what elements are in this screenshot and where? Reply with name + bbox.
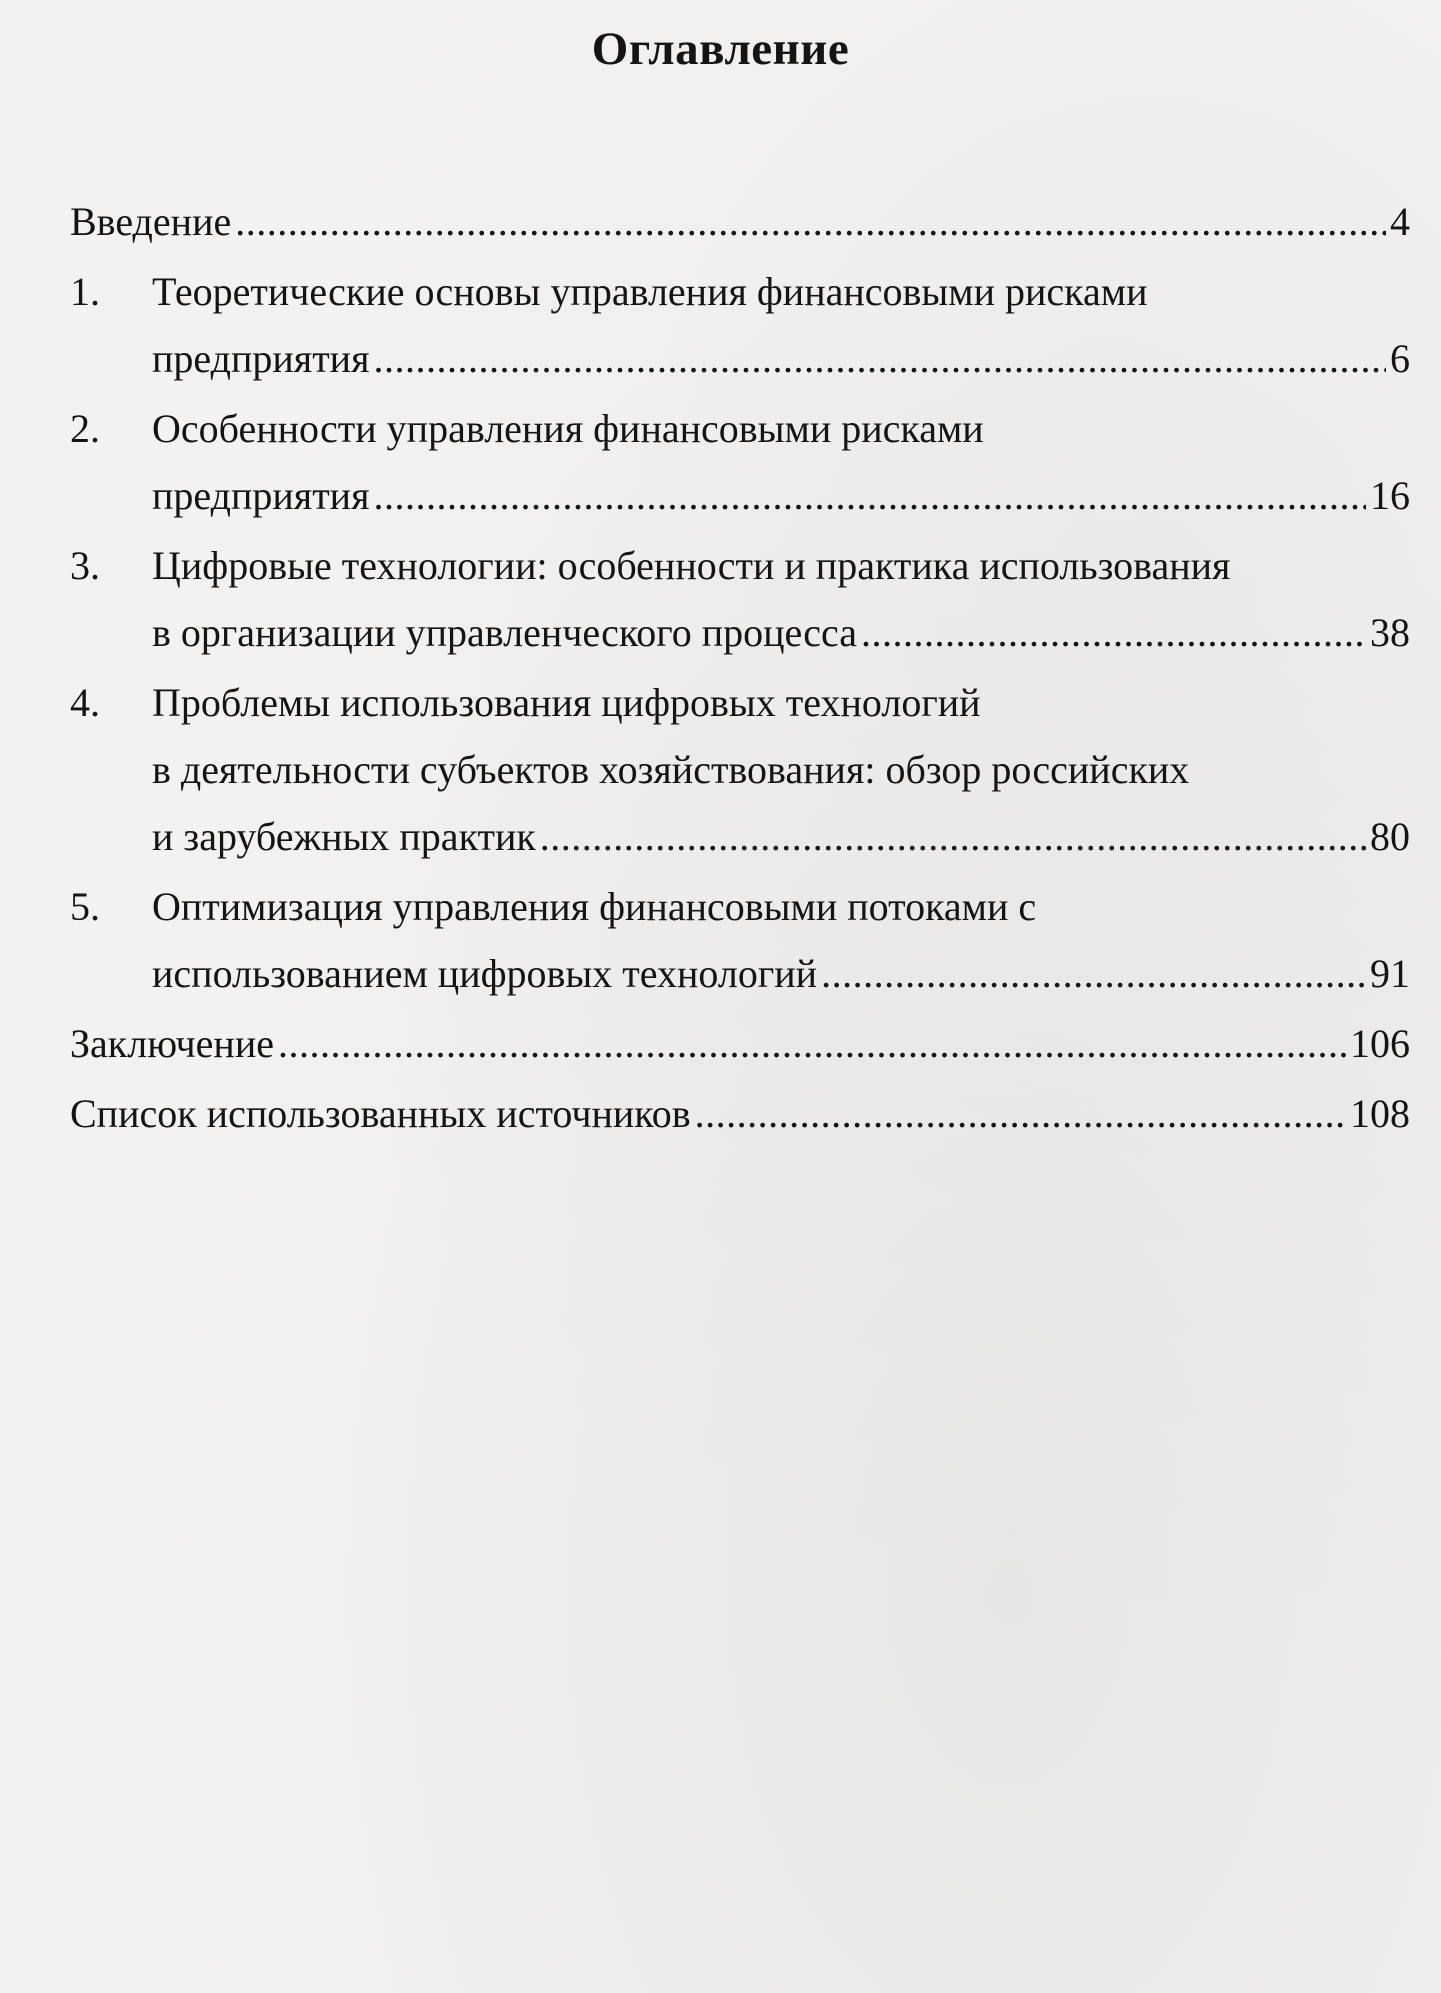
toc-entry-title: предприятия [152, 336, 370, 381]
toc-entry-body [70, 188, 1410, 255]
toc-entry-title: в организации управленческого процесса [152, 610, 858, 655]
toc-entry-page-number: 80 [1370, 814, 1410, 859]
toc-entry-leader-line [152, 599, 1410, 666]
toc-entry-title: Введение [70, 199, 232, 244]
toc-entry-page-number: 6 [1390, 336, 1410, 381]
toc-entry-line: Проблемы использования цифровых технологий [152, 680, 981, 725]
toc-entry-leader-line [70, 188, 1410, 255]
toc-entry-leader-line [152, 325, 1410, 392]
toc-entry-title: и зарубежных практик [152, 814, 536, 859]
toc-entry-number: 5. [70, 884, 100, 929]
dot-leader [373, 462, 1366, 529]
toc-entry-title: предприятия [152, 473, 370, 518]
toc-entry-page-number: 4 [1390, 199, 1410, 244]
toc-entry-line: Особенности управления финансовыми рисками [152, 406, 984, 451]
toc-list [70, 188, 1410, 1147]
toc-entry-title: Список использованных источников [70, 1091, 691, 1136]
dot-leader [235, 188, 1386, 255]
toc-entry-leader-line [152, 940, 1410, 1007]
toc-entry-leader-line [152, 803, 1410, 870]
toc-entry [70, 188, 1410, 255]
toc-entry [70, 395, 1410, 529]
toc-entry-leader-line [152, 462, 1410, 529]
toc-entry [70, 1080, 1410, 1147]
toc-entry-body [70, 1080, 1410, 1147]
toc-entry-title: Заключение [70, 1021, 274, 1066]
toc-entry-number: 3. [70, 543, 100, 588]
toc-entry [70, 1010, 1410, 1077]
toc-entry-line: в деятельности субъектов хозяйствования: обзор российских [152, 747, 1190, 792]
toc-entry-line: Теоретические основы управления финансовыми рисками [152, 269, 1148, 314]
toc-entry-number: 2. [70, 406, 100, 451]
toc-entry-body [152, 258, 1410, 392]
toc-entry [70, 532, 1410, 666]
toc-entry-title: использованием цифровых технологий [152, 951, 818, 996]
toc-entry-body [152, 669, 1410, 870]
toc-entry-page-number: 108 [1350, 1091, 1410, 1136]
toc-entry-body [70, 1010, 1410, 1077]
toc-entry [70, 873, 1410, 1007]
toc-entry-body [152, 873, 1410, 1007]
dot-leader [373, 325, 1386, 392]
dot-leader [278, 1010, 1346, 1077]
toc-entry-line: Цифровые технологии: особенности и практика использования [152, 543, 1231, 588]
dot-leader [821, 940, 1366, 1007]
toc-entry-leader-line [70, 1080, 1410, 1147]
toc-entry-line: Оптимизация управления финансовыми потоками с [152, 884, 1037, 929]
toc-entry [70, 258, 1410, 392]
toc-entry [70, 669, 1410, 870]
dot-leader [540, 803, 1366, 870]
toc-entry-page-number: 16 [1370, 473, 1410, 518]
toc-entry-page-number: 106 [1350, 1021, 1410, 1066]
toc-heading: Оглавление [591, 23, 850, 75]
toc-entry-body [152, 395, 1410, 529]
toc-entry-body [152, 532, 1410, 666]
toc-entry-page-number: 38 [1370, 610, 1410, 655]
toc-entry-page-number: 91 [1370, 951, 1410, 996]
dot-leader [695, 1080, 1346, 1147]
toc-entry-leader-line [70, 1010, 1410, 1077]
toc-entry-number: 1. [70, 269, 100, 314]
toc-entry-number: 4. [70, 680, 100, 725]
dot-leader [861, 599, 1366, 666]
